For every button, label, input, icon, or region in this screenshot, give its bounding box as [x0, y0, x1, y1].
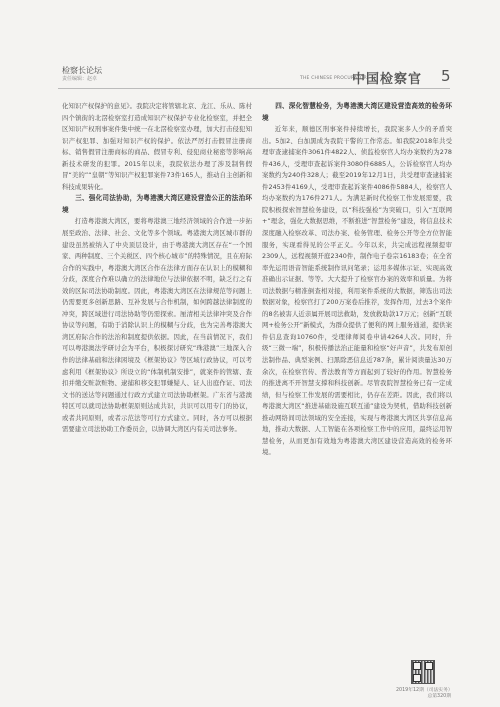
paragraph: 化知识产权保护的意见》。我院决定将管辖北京、龙江、乐从、陈村四个镇街的北滘检察室打造成知识产权保护专业化检察室，并把全区知识产权刑事案件集中统一在北滘检察室办理，加大打击侵犯知识产权犯罪、加强对知识产权的保护。依法严厉打击假冒注册商标、销售假冒注册商标的商品、假冒专利、侵犯商业秘密等影响高新技术研发的犯罪。2015年以来，我院依法办理了涉及制售假冒“美的”“皇朝”等知识产权犯罪案件73件165人，推动自主创新和科技成果转化。 [62, 102, 252, 191]
page-footer [396, 688, 451, 700]
column-header [62, 66, 102, 84]
section-heading: 四、深化智慧检务，为粤港澳大湾区建设营造高效的检务环境 [262, 102, 452, 122]
page-number: 5 [441, 67, 451, 85]
issue-label: 2019年12期（司法实务） [396, 688, 453, 693]
right-column [262, 101, 452, 459]
paragraph: 近年来，顺德区刑事案件持续增长，我院案多人少的矛盾突出。5加2、白加黑成为我院干警的工作常态。如我院2018年共受理审查逮捕案件3061件4822人、侦监检察官人均办案数约为278件436人，受理审查起诉案件3080件6885人，公诉检察官人均办案数约为240件328人；截至2019年12月1日，共受理审查逮捕案件2453件4169人，受理审查起诉案件4086件5884人，检察官人均办案数约为176件271人。为满足新时代检察工作发展需要，我院积极探索智慧检务建设，以“科技强检”为突破口，引入“互联网+”理念，强化大数据思维，不断推进“智慧检务”建设，将信息技术深度融入检察改革、司法办案、检务管理、检务公开等全方位智能服务，实现看得见的公平正义。今年以来，共完成远程视频提审2309人，远程视频开庭2340件，制作电子卷宗16183卷；在全省率先运用语音智能系统制作讯问笔录；运用多媒体示证、实现高效准确出示证据、等等。大大提升了检察官办案的效率和质量。为将司法数据与精准倒查相对接，利用案件系统的大数据，筛选出司法数据对象，检察官打了200万案卷后推荐，发挥作用，过去3个案件的8名被害人近亲属开展司法救助，发放救助款17万元；创新“互联网+检务公开”新模式，为群众提供了便利的网上服务通道，提供案件信息查询10760件，受理律师阅卷申请4264人次。同时，升级“三微一端”，积极传播法治正能量和检察“好声音”，共发布原创法制作品、典型案例、扫黑除恶信息近787条，累计阅读量达30万余次，在检察官传、普法教育等方面起到了较好的作用。智慧检务的推进离不开智慧支撑和科技创新。尽管我院智慧检务已有一定成绩，但与检察工作发展的需要相比，仍存在差距。因此，我们将以粤港澳大湾区“推进基础设施互联互通”建设为契机，借助科技创新推动网络间司法领域的安全连接，实现与粤港澳大湾区共享信息高地，推动大数据、人工智能在各项检察工作中的应用，最终运用智慧检务，从而更加有效地为粤港澳大湾区建设营造高效的检务环境。 [262, 125, 452, 457]
column-editor: 责任编辑：赵卓 [62, 76, 98, 82]
header-divider [58, 88, 450, 89]
issue-total: 总第320期 [427, 694, 451, 699]
left-column [62, 101, 252, 436]
qr-code-icon [411, 660, 435, 684]
section-heading: 三、强化司法协助，为粤港澳大湾区建设营造公正的法治环境 [62, 194, 252, 214]
column-title: 检察长论坛 [62, 66, 102, 75]
magazine-english-title: THE CHINESE PROCURATORS [300, 76, 370, 81]
magazine-logo: 中国检察官 [352, 72, 423, 87]
paragraph: 打造粤港澳大湾区，要将粤港澳三地经济领域的合作进一步拓展至政治、法律、社会、文化等多个领域。粤港澳大湾区城市群的建设虽然被纳入了中央顶层设计，由于粤港澳大湾区存在“一个国家、两种制度、三个关税区、四个核心城市”的特殊情况，且在府际合作的实践中，粤港澳大湾区合作在法律方面存在认识上的模糊和分歧，深度合作难以确立的法律地位与法律依据不明，缺乏行之有效的区际司法协助制度。因此，粤港澳大湾区在法律规范等问题上仍需要更多创新思路、互补发展与合作机制，如何跨越法律制度的冲突，跨区域进行司法协助等仍需探索。厘清相关法律冲突及合作协议等问题，有助于消除认识上的模糊与分歧，也为完善粤港澳大湾区府际合作的法治和制度提供依据。因此，在当前情况下，我们可以粤港澳法学研讨会为平台，积极探讨研究“珠港澳”三地深入合作的法律基础和法律困境及《框架协议》等区域行政协议，可以考虑利用《框架协议》所设立的“体制机制安排”，就案件的管辖、查扣并缴交赃款赃物、逮捕和移交犯罪嫌疑人、证人出庭作证、司法文书的送达等问题通过行政方式建立司法协助框架。广东省与港澳特区可以就司法协助框架原则达成共识，共识可以用专门的协议，或者共同原则，或者示范法等可行方式建立。同时，各方可以根据需要建立司法协助工作委员会，以协调大湾区内有关司法事务。 [62, 217, 252, 434]
